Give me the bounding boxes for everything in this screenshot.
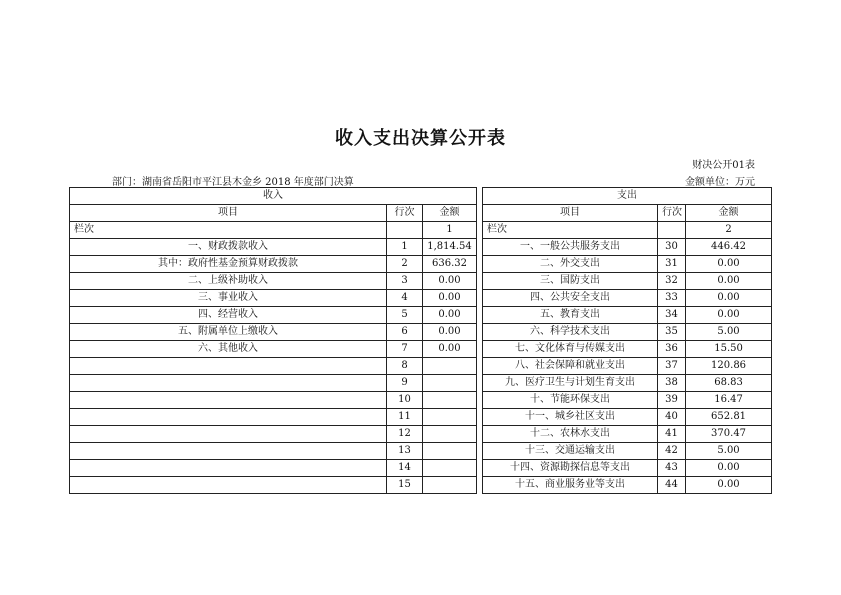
income-amount-cell (423, 358, 477, 375)
income-line-no-cell: 14 (387, 460, 423, 477)
income-amount-cell: 0.00 (423, 341, 477, 358)
income-line-no-cell: 6 (387, 324, 423, 341)
expense-item-header: 项目 (483, 205, 658, 222)
income-amount-cell: 0.00 (423, 273, 477, 290)
income-expense-table (69, 187, 772, 494)
expense-line-no-cell: 42 (658, 443, 686, 460)
expense-line-no-cell: 39 (658, 392, 686, 409)
expense-line-no-cell: 35 (658, 324, 686, 341)
table-row (70, 477, 772, 494)
income-line-no-cell: 12 (387, 426, 423, 443)
income-amount-cell (423, 426, 477, 443)
table-row (70, 256, 772, 273)
table-row (70, 341, 772, 358)
expense-amount-cell: 370.47 (686, 426, 772, 443)
expense-column-number: 2 (686, 222, 772, 239)
expense-item-cell: 十四、资源勘探信息等支出 (483, 460, 658, 477)
expense-amount-cell: 5.00 (686, 324, 772, 341)
income-line-no-cell: 2 (387, 256, 423, 273)
income-amount-cell (423, 443, 477, 460)
income-amount-cell (423, 392, 477, 409)
income-line-no-cell: 11 (387, 409, 423, 426)
expense-item-cell: 八、社会保障和就业支出 (483, 358, 658, 375)
expense-line-no-cell: 37 (658, 358, 686, 375)
income-line-no-cell: 10 (387, 392, 423, 409)
amount-unit-label: 金额单位：万元 (685, 177, 755, 188)
expense-amount-cell: 0.00 (686, 477, 772, 494)
income-amount-header: 金额 (423, 205, 477, 222)
table-row (70, 290, 772, 307)
income-item-cell: 六、其他收入 (70, 341, 387, 358)
income-item-cell (70, 375, 387, 392)
expense-line-no-cell: 41 (658, 426, 686, 443)
expense-amount-cell: 0.00 (686, 460, 772, 477)
column-header-row (70, 205, 772, 222)
income-item-cell: 其中：政府性基金预算财政拨款 (70, 256, 387, 273)
income-amount-cell (423, 460, 477, 477)
table-row (70, 409, 772, 426)
income-amount-cell: 1,814.54 (423, 239, 477, 256)
table-row (70, 273, 772, 290)
income-item-cell: 三、事业收入 (70, 290, 387, 307)
expense-line-no-cell: 38 (658, 375, 686, 392)
table-row (70, 375, 772, 392)
income-amount-cell: 0.00 (423, 290, 477, 307)
expense-line-no-cell: 43 (658, 460, 686, 477)
expense-item-cell: 十二、农林水支出 (483, 426, 658, 443)
income-column-number: 1 (423, 222, 477, 239)
expense-line-no-cell: 34 (658, 307, 686, 324)
table-row (70, 443, 772, 460)
expense-amount-cell: 446.42 (686, 239, 772, 256)
income-item-cell: 四、经营收入 (70, 307, 387, 324)
column-number-row (70, 222, 772, 239)
income-item-cell (70, 392, 387, 409)
table-row (70, 324, 772, 341)
table-row (70, 426, 772, 443)
expense-line-no-cell: 30 (658, 239, 686, 256)
income-line-no-cell: 1 (387, 239, 423, 256)
income-line-no-cell: 9 (387, 375, 423, 392)
income-amount-cell (423, 375, 477, 392)
expense-line-no-cell: 36 (658, 341, 686, 358)
income-amount-cell: 0.00 (423, 307, 477, 324)
expense-item-cell: 五、教育支出 (483, 307, 658, 324)
expense-amount-cell: 120.86 (686, 358, 772, 375)
table-row (70, 460, 772, 477)
table-row (70, 358, 772, 375)
expense-line-no-blank (658, 222, 686, 239)
income-line-no-cell: 7 (387, 341, 423, 358)
income-item-cell (70, 460, 387, 477)
income-line-no-cell: 15 (387, 477, 423, 494)
expense-amount-cell: 0.00 (686, 273, 772, 290)
table-row (70, 239, 772, 256)
income-line-no-blank (387, 222, 423, 239)
expense-line-no-cell: 33 (658, 290, 686, 307)
expense-line-no-cell: 32 (658, 273, 686, 290)
income-amount-cell (423, 409, 477, 426)
income-item-cell: 二、上级补助收入 (70, 273, 387, 290)
expense-amount-cell: 0.00 (686, 290, 772, 307)
expense-item-cell: 四、公共安全支出 (483, 290, 658, 307)
expense-line-no-cell: 31 (658, 256, 686, 273)
expense-item-cell: 九、医疗卫生与计划生育支出 (483, 375, 658, 392)
expense-amount-cell: 652.81 (686, 409, 772, 426)
expense-amount-cell: 15.50 (686, 341, 772, 358)
income-line-no-header: 行次 (387, 205, 423, 222)
income-line-no-cell: 5 (387, 307, 423, 324)
expense-item-cell: 十五、商业服务业等支出 (483, 477, 658, 494)
income-line-no-cell: 3 (387, 273, 423, 290)
expense-section-header: 支出 (483, 188, 772, 205)
expense-item-cell: 七、文化体育与传媒支出 (483, 341, 658, 358)
expense-line-no-header: 行次 (658, 205, 686, 222)
income-item-header: 项目 (70, 205, 387, 222)
income-item-cell (70, 477, 387, 494)
expense-amount-cell: 0.00 (686, 256, 772, 273)
table-row (70, 307, 772, 324)
expense-column-label: 栏次 (483, 222, 658, 239)
income-item-cell (70, 426, 387, 443)
income-line-no-cell: 4 (387, 290, 423, 307)
expense-item-cell: 十一、城乡社区支出 (483, 409, 658, 426)
expense-line-no-cell: 40 (658, 409, 686, 426)
expense-line-no-cell: 44 (658, 477, 686, 494)
income-section-header: 收入 (70, 188, 477, 205)
income-item-cell: 一、财政拨款收入 (70, 239, 387, 256)
income-amount-cell: 636.32 (423, 256, 477, 273)
table-row (70, 392, 772, 409)
income-column-label: 栏次 (70, 222, 387, 239)
income-item-cell (70, 358, 387, 375)
expense-amount-cell: 16.47 (686, 392, 772, 409)
income-line-no-cell: 13 (387, 443, 423, 460)
section-header-row (70, 188, 772, 205)
expense-amount-header: 金额 (686, 205, 772, 222)
form-number: 财决公开01表 (692, 160, 755, 171)
expense-item-cell: 一、一般公共服务支出 (483, 239, 658, 256)
income-item-cell: 五、附属单位上缴收入 (70, 324, 387, 341)
income-line-no-cell: 8 (387, 358, 423, 375)
department-label: 部门：湖南省岳阳市平江县木金乡 2018 年度部门决算 (112, 177, 354, 188)
income-amount-cell (423, 477, 477, 494)
expense-item-cell: 十三、交通运输支出 (483, 443, 658, 460)
page-title: 收入支出决算公开表 (335, 128, 506, 149)
expense-item-cell: 十、节能环保支出 (483, 392, 658, 409)
expense-item-cell: 二、外交支出 (483, 256, 658, 273)
income-item-cell (70, 443, 387, 460)
expense-amount-cell: 68.83 (686, 375, 772, 392)
expense-amount-cell: 0.00 (686, 307, 772, 324)
income-amount-cell: 0.00 (423, 324, 477, 341)
expense-item-cell: 六、科学技术支出 (483, 324, 658, 341)
expense-item-cell: 三、国防支出 (483, 273, 658, 290)
expense-amount-cell: 5.00 (686, 443, 772, 460)
income-item-cell (70, 409, 387, 426)
